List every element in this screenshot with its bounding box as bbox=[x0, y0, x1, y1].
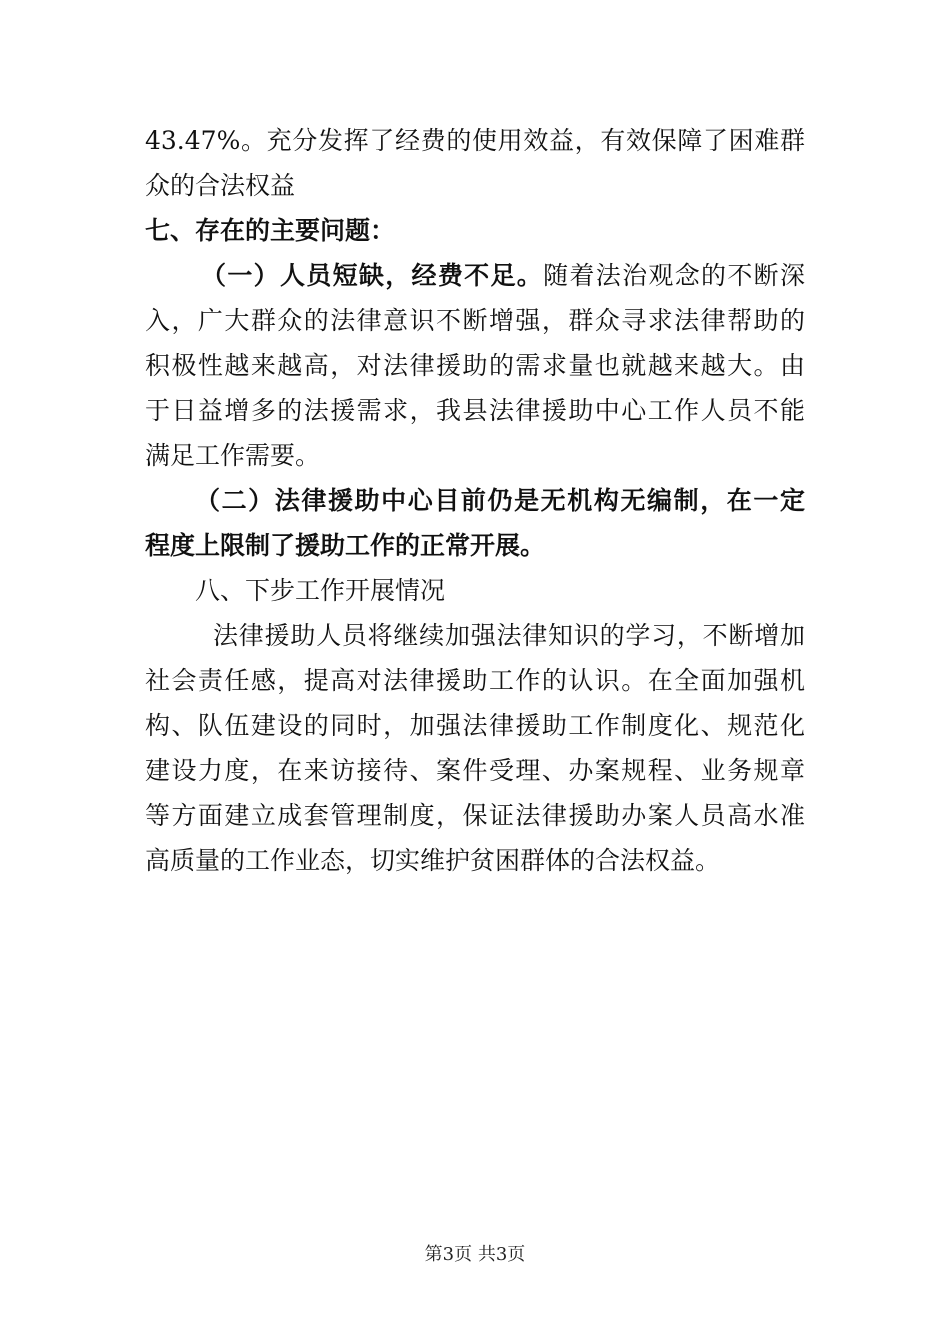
body-line: 满足工作需要。 bbox=[145, 441, 321, 470]
document-body bbox=[145, 118, 805, 883]
body-line: 社会责任感，提高对法律援助工作的认识。在全面加强机 bbox=[145, 666, 805, 695]
body-line: 积极性越来越高，对法律援助的需求量也就越来越大。由 bbox=[145, 351, 805, 380]
body-line: 高质量的工作业态，切实维护贫困群体的合法权益。 bbox=[145, 846, 721, 875]
body-line: 等方面建立成套管理制度，保证法律援助办案人员高水准 bbox=[145, 801, 805, 830]
bold-paragraph-line: 程度上限制了援助工作的正常开展。 bbox=[145, 531, 546, 560]
section-heading-problems: 七、存在的主要问题： bbox=[145, 216, 396, 245]
body-line: 众的合法权益 bbox=[145, 171, 296, 200]
body-line: 43.47%。充分发挥了经费的使用效益，有效保障了困难群 bbox=[145, 126, 805, 155]
body-line: 入，广大群众的法律意识不断增强，群众寻求法律帮助的 bbox=[145, 306, 805, 335]
body-line bbox=[145, 253, 805, 298]
section-heading-next-steps: 八、下步工作开展情况 bbox=[195, 576, 446, 605]
body-line: 法律援助人员将继续加强法律知识的学习，不断增加 bbox=[213, 621, 805, 650]
subheading-staff-shortage: （一）人员短缺，经费不足。 bbox=[201, 261, 544, 290]
body-text: 随着法治观念的不断深 bbox=[543, 261, 805, 290]
body-line: 于日益增多的法援需求，我县法律援助中心工作人员不能 bbox=[145, 396, 805, 425]
body-line: 建设力度，在来访接待、案件受理、办案规程、业务规章 bbox=[145, 756, 805, 785]
page-number-footer: 第3页 共3页 bbox=[424, 1244, 526, 1265]
bold-paragraph-line: （二）法律援助中心目前仍是无机构无编制，在一定 bbox=[195, 486, 805, 515]
body-line: 构、队伍建设的同时，加强法律援助工作制度化、规范化 bbox=[145, 711, 805, 740]
